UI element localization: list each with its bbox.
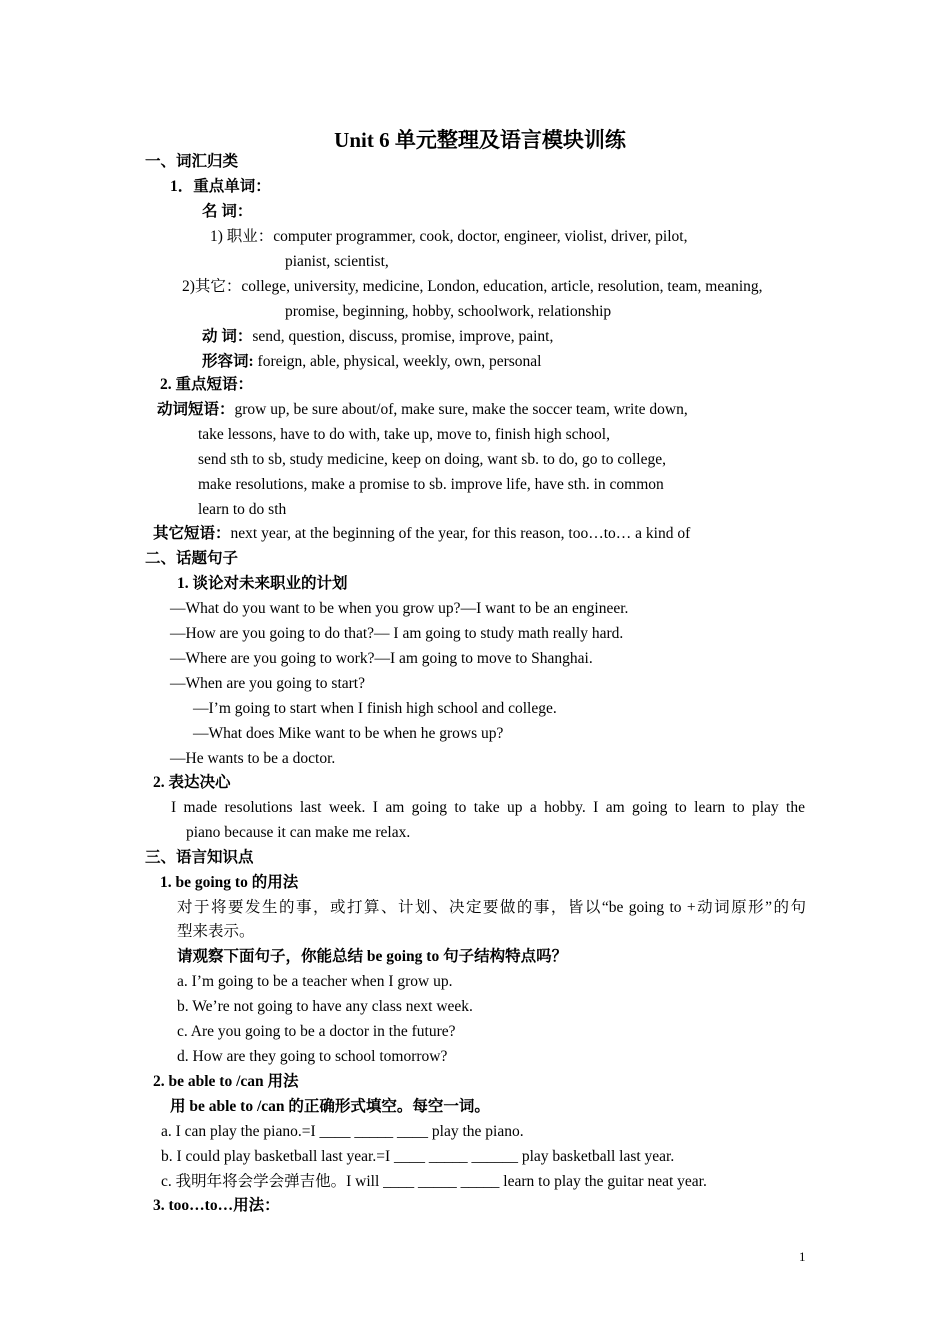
exercise-b: b. I could play basketball last year.=I ____ _____ ______ play basketball last year. [161, 1148, 675, 1165]
dialogue-line-3: —Where are you going to work?—I am going to move to Shanghai. [170, 650, 593, 667]
subheading-key-phrases: 2. 重点短语： [160, 376, 254, 393]
dialogue-line-7: —He wants to be a doctor. [170, 750, 336, 767]
dialogue-line-6: —What does Mike want to be when he grows up? [193, 725, 504, 742]
text-other-phrases: next year, at the beginning of the year, for this reason, too…to… a kind of [230, 525, 691, 542]
dialogue-line-5: —I’m going to start when I finish high school and college. [193, 700, 557, 717]
subheading-be-able-to: 2. be able to /can 用法 [153, 1073, 299, 1090]
exercise-c: c. 我明年将会学会弹吉他。I will ____ _____ _____ learn to play the guitar neat year. [161, 1173, 707, 1190]
line-other-phrases [153, 524, 690, 544]
subheading-career-plans: 1. 谈论对未来职业的计划 [177, 575, 348, 592]
subheading-key-words: 1．重点单词： [170, 178, 271, 195]
text-jobs: computer programmer, cook, doctor, engineer, violist, driver, pilot, [273, 228, 688, 245]
subheading-be-going-to: 1. be going to 的用法 [160, 874, 299, 891]
subheading-too-to: 3. too…to…用法： [153, 1197, 280, 1214]
label-verbs: 动 词： [202, 328, 253, 345]
exercise-a: a. I can play the piano.=I ____ _____ ____ play the piano. [161, 1123, 524, 1140]
instruction-fill-blanks: 用 be able to /can 的正确形式填空。每空一词。 [170, 1098, 490, 1115]
text-verb-phrases-2: take lessons, have to do with, take up, move to, finish high school, [198, 426, 610, 443]
section-heading-language-points: 三、语言知识点 [145, 849, 254, 866]
label-other: 2)其它： [182, 278, 242, 295]
label-nouns: 名 词： [202, 203, 253, 220]
text-verb-phrases: grow up, be sure about/of, make sure, make the soccer team, write down, [234, 401, 688, 418]
question-be-going-to: 请观察下面句子，你能总结 be going to 句子结构特点吗？ [177, 948, 568, 965]
line-adjectives [202, 352, 541, 372]
line-verbs [202, 327, 553, 347]
dialogue-line-4: —When are you going to start? [170, 675, 365, 692]
text-verbs: send, question, discuss, promise, improve, paint, [252, 328, 554, 345]
line-nouns-other [182, 277, 763, 297]
label-jobs: 1) 职业： [210, 228, 274, 245]
line-verb-phrases [157, 400, 688, 420]
label-other-phrases: 其它短语： [153, 525, 231, 542]
text-verb-phrases-4: make resolutions, make a promise to sb. improve life, have sth. in common [198, 476, 664, 493]
text-jobs-continued: pianist, scientist, [285, 253, 389, 270]
text-be-going-to-description-continued: 型来表示。 [177, 923, 255, 940]
paragraph-resolutions: I made resolutions last week. I am going to take up a hobby. I am going to learn to play the [171, 799, 805, 816]
page-number: 1 [799, 1249, 806, 1264]
label-adjectives: 形容词: [202, 353, 254, 370]
text-verb-phrases-5: learn to do sth [198, 501, 287, 518]
label-verb-phrases: 动词短语： [157, 401, 235, 418]
dialogue-line-1: —What do you want to be when you grow up?—I want to be an engineer. [170, 600, 629, 617]
example-c: c. Are you going to be a doctor in the future? [177, 1023, 456, 1040]
text-adjectives: foreign, able, physical, weekly, own, personal [253, 353, 542, 370]
text-other-continued: promise, beginning, hobby, schoolwork, relationship [285, 303, 612, 320]
section-heading-topic-sentences: 二、话题句子 [145, 550, 239, 567]
text-verb-phrases-3: send sth to sb, study medicine, keep on doing, want sb. to do, go to college, [198, 451, 666, 468]
subheading-resolutions: 2. 表达决心 [153, 774, 231, 791]
example-d: d. How are they going to school tomorrow? [177, 1048, 448, 1065]
line-nouns-jobs [210, 227, 687, 247]
page-title: Unit 6 单元整理及语言模块训练 [334, 128, 626, 152]
example-a: a. I’m going to be a teacher when I grow up. [177, 973, 453, 990]
dialogue-line-2: —How are you going to do that?— I am going to study math really hard. [170, 625, 624, 642]
section-heading-vocabulary: 一、词汇归类 [145, 153, 239, 170]
paragraph-resolutions-continued: piano because it can make me relax. [186, 824, 411, 841]
text-other: college, university, medicine, London, education, article, resolution, team, meaning, [241, 278, 763, 295]
text-be-going-to-description: 对于将要发生的事，或打算、计划、决定要做的事，皆以“be going to +动词原形”的句 [177, 899, 806, 916]
example-b: b. We’re not going to have any class next week. [177, 998, 473, 1015]
